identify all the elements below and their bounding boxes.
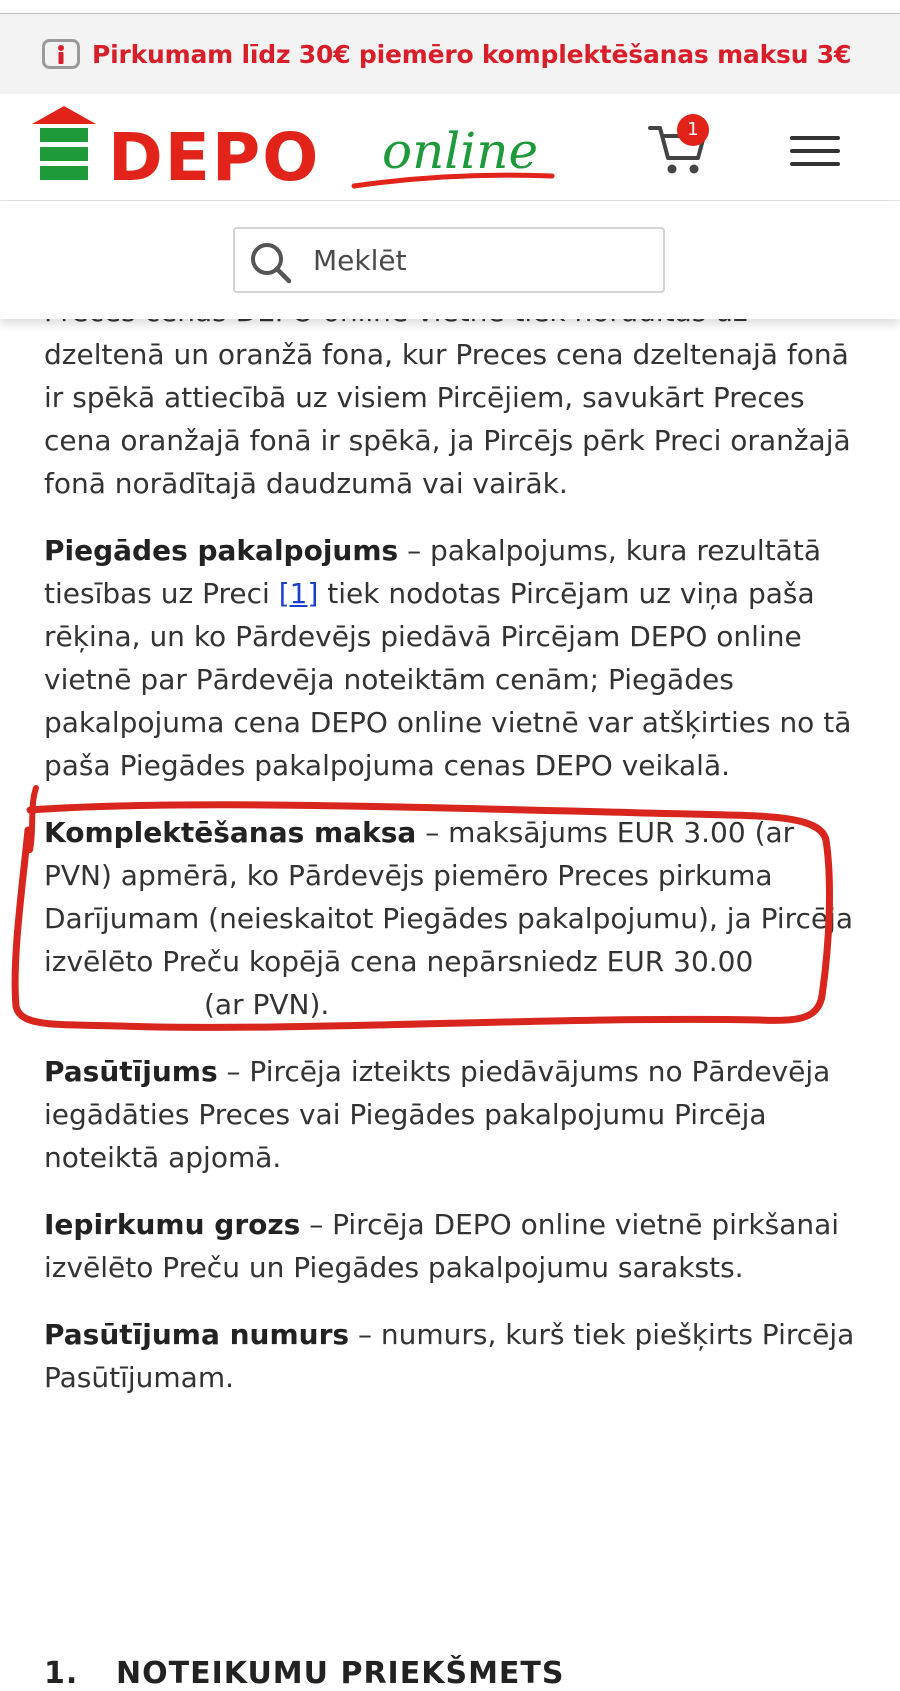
footnote-link[interactable]: [1] bbox=[278, 577, 319, 610]
definition-text: – Pircēja DEPO online vietnē pirkšanai izvēlēto Preču un Piegādes pakalpojumu saraksts. bbox=[44, 1208, 840, 1284]
hamburger-menu-icon[interactable] bbox=[790, 136, 840, 172]
definition-paragraph bbox=[44, 1050, 864, 1179]
notice-text: Pirkumam līdz 30€ piemēro komplektēšanas maksu 3€ bbox=[92, 39, 852, 69]
definition-term: Iepirkumu grozs bbox=[44, 1208, 301, 1241]
search-bar bbox=[0, 201, 900, 319]
definition-text: – pakalpojums, kura rezultātā tiesības uz Preci bbox=[44, 534, 821, 610]
intro-paragraph: dzeltenā un oranžā fona, kur Preces cena dzeltenajā fonā ir spēkā attiecībā uz visiem Pircējiem, savukārt Preces cena oranžajā fonā ir spēkā, ja Pircējs pērk Preci oranžajā fonā norādītajā daudzumā vai vairāk. bbox=[44, 338, 851, 500]
definition-text: – numurs, kurš tiek piešķirts Pircēja Pasūtījumam. bbox=[44, 1318, 855, 1394]
cart-count-badge[interactable]: 1 bbox=[677, 114, 709, 146]
svg-text:online: online bbox=[382, 122, 539, 180]
definition-paragraph bbox=[44, 1203, 864, 1289]
definition-paragraph-highlighted bbox=[44, 811, 864, 1026]
definition-text: – Pircēja izteikts piedāvājums no Pārdevēja iegādāties Preces vai Piegādes pakalpojumu Pircēja noteiktā apjomā. bbox=[44, 1055, 831, 1174]
definition-term: Piegādes pakalpojums bbox=[44, 534, 399, 567]
svg-text:DEPO: DEPO bbox=[108, 119, 321, 196]
search-field[interactable] bbox=[233, 227, 665, 293]
section-heading bbox=[44, 1656, 564, 1691]
notice-banner bbox=[0, 14, 900, 94]
search-icon[interactable] bbox=[249, 241, 293, 285]
definition-text: (ar PVN). bbox=[204, 988, 330, 1021]
depo-online-logo[interactable] bbox=[32, 106, 592, 196]
definition-term: Komplektēšanas maksa bbox=[44, 816, 417, 849]
definition-term: Pasūtījuma numurs bbox=[44, 1318, 350, 1351]
definition-paragraph bbox=[44, 1313, 864, 1399]
section-number: 1. bbox=[44, 1656, 79, 1691]
info-icon bbox=[42, 39, 80, 69]
site-header bbox=[0, 94, 900, 201]
definition-text: – maksājums EUR 3.00 (ar PVN) apmērā, ko Pārdevējs piemēro Preces pirkuma Darījumam (neieskaitot Piegādes pakalpojumu), ja Pircēja izvēlēto Preču kopējā cena nepārsniedz EUR 30.00 bbox=[44, 816, 854, 978]
definition-paragraph bbox=[44, 529, 864, 787]
definition-term: Pasūtījums bbox=[44, 1055, 218, 1088]
terms-content bbox=[44, 290, 864, 1423]
section-title: NOTEIKUMU PRIEKŠMETS bbox=[116, 1656, 565, 1691]
search-input[interactable] bbox=[313, 239, 643, 281]
definition-text: tiek nodotas Pircējam uz viņa paša rēķina, un ko Pārdevējs piedāvā Pircējam DEPO online vietnē par Pārdevēja noteiktām cenām; Piegādes pakalpojuma cena DEPO online vietnē var atšķirties no tā paša Piegādes pakalpojuma cenas DEPO veikalā. bbox=[44, 577, 852, 782]
